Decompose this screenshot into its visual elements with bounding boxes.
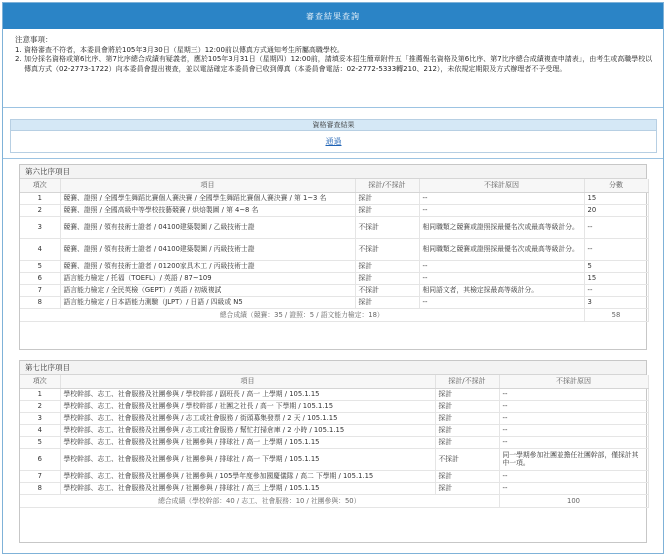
section7-title: 第七比序項目 — [20, 361, 646, 375]
row-score: 15 — [584, 192, 648, 204]
row-no: 1 — [20, 192, 60, 204]
row-no: 6 — [20, 448, 60, 470]
row-reason: -- — [499, 424, 648, 436]
table-row — [20, 296, 648, 308]
notice-item — [15, 46, 653, 56]
row-adopt: 不採計 — [355, 216, 419, 238]
table-header-row — [20, 179, 648, 192]
table-row — [20, 436, 648, 448]
row-reason: 同一學期參加社團並擔任社團幹部，僅採計其中一項。 — [499, 448, 648, 470]
table-row — [20, 260, 648, 272]
table-row — [20, 448, 648, 470]
col-header-adopt: 採計/不採計 — [435, 375, 499, 388]
notice-item-text: 加分採名資格或第6比序、第7比序總合成績有疑義者，應於105年3月31日（星期四）12:00前，請填妥本招生簡章附件五「推薦報名資格及第6比序、第7比序總合成績複查申請表」，由考生或高職學校以傳真方式（02-2773-1722）向本委員會提出複查，並以電話確定本委員會已收到傳真（本委員會電話：02-2772-5333轉210、212），未依規定期限及方式辦理者不予受理。 — [24, 55, 653, 73]
row-no: 8 — [20, 296, 60, 308]
row-no: 8 — [20, 482, 60, 494]
total-score: 100 — [499, 494, 648, 507]
row-score: -- — [584, 284, 648, 296]
row-adopt: 不採計 — [355, 238, 419, 260]
row-score: 20 — [584, 204, 648, 216]
row-reason: -- — [499, 482, 648, 494]
row-reason: -- — [419, 296, 584, 308]
row-no: 4 — [20, 424, 60, 436]
row-no: 1 — [20, 388, 60, 400]
row-item: 學校幹部、志工、社會服務及社團參與 / 社團參與 / 排球社 / 高一 上學期 / 105.1.15 — [60, 436, 435, 448]
row-no: 7 — [20, 284, 60, 296]
row-reason: -- — [499, 412, 648, 424]
table-row — [20, 192, 648, 204]
section6-table — [20, 179, 649, 322]
row-reason: -- — [499, 388, 648, 400]
row-reason: -- — [499, 400, 648, 412]
row-no: 5 — [20, 436, 60, 448]
qualification-result-header: 資格審查結果 — [11, 120, 656, 131]
row-item: 學校幹部、志工、社會服務及社團參與 / 志工或社會服務 / 幫忙打掃倉庫 / 2 小時 / 105.1.15 — [60, 424, 435, 436]
row-adopt: 採計 — [435, 412, 499, 424]
table-row — [20, 204, 648, 216]
row-adopt: 採計 — [355, 272, 419, 284]
table-header-row — [20, 375, 648, 388]
section7-table — [20, 375, 649, 508]
row-item: 學校幹部、志工、社會服務及社團參與 / 社團參與 / 105學年度參加國慶儀隊 / 高二 下學期 / 105.1.15 — [60, 470, 435, 482]
total-label: 總合成績（學校幹部：40 / 志工、社會服務：10 / 社團參與：50） — [20, 494, 499, 507]
row-no: 7 — [20, 470, 60, 482]
row-item: 學校幹部、志工、社會服務及社團參與 / 學校幹部 / 副班長 / 高一 上學期 / 105.1.15 — [60, 388, 435, 400]
row-item: 競賽、證照 / 領有技術士證者 / 04100建築製圖 / 丙級技術士證 — [60, 238, 355, 260]
row-no: 2 — [20, 204, 60, 216]
notice-item-text: 資格審查不符者，本委員會將於105年3月30日（星期三）12:00前以傳真方式通知考生所屬高職學校。 — [24, 45, 344, 54]
notice-item — [15, 55, 653, 74]
total-score: 58 — [584, 308, 648, 321]
table-row — [20, 412, 648, 424]
row-adopt: 採計 — [435, 424, 499, 436]
row-no: 5 — [20, 260, 60, 272]
table-row — [20, 238, 648, 260]
row-adopt: 採計 — [355, 192, 419, 204]
row-item: 學校幹部、志工、社會服務及社團參與 / 社團參與 / 排球社 / 高一 下學期 / 105.1.15 — [60, 448, 435, 470]
row-adopt: 採計 — [355, 260, 419, 272]
row-reason: -- — [419, 192, 584, 204]
total-label: 總合成績（競賽：35 / 證照：5 / 語文能力檢定：18） — [20, 308, 584, 321]
table-row — [20, 482, 648, 494]
notice-item-number: 1. — [15, 45, 22, 54]
table-row — [20, 272, 648, 284]
row-reason: -- — [419, 204, 584, 216]
row-no: 3 — [20, 412, 60, 424]
row-adopt: 不採計 — [355, 284, 419, 296]
row-no: 4 — [20, 238, 60, 260]
notice-item-number: 2. — [15, 55, 22, 63]
row-item: 語言能力檢定 / 全民英檢（GEPT）/ 英語 / 初級複試 — [60, 284, 355, 296]
row-adopt: 採計 — [355, 204, 419, 216]
table-row — [20, 388, 648, 400]
section6-panel — [19, 164, 647, 350]
col-header-item: 項目 — [60, 375, 435, 388]
section-divider — [3, 158, 663, 159]
notice-section — [3, 29, 663, 109]
col-header-no: 項次 — [20, 179, 60, 192]
row-adopt: 採計 — [435, 470, 499, 482]
notice-heading: 注意事項： — [15, 35, 53, 44]
row-adopt: 採計 — [355, 296, 419, 308]
row-score: -- — [584, 238, 648, 260]
row-adopt: 採計 — [435, 482, 499, 494]
page-title: 審查結果查詢 — [306, 11, 360, 21]
table-row — [20, 284, 648, 296]
row-score: 3 — [584, 296, 648, 308]
row-reason: 相同語文者，其檢定採最高等級計分。 — [419, 284, 584, 296]
row-no: 2 — [20, 400, 60, 412]
row-score: 5 — [584, 260, 648, 272]
table-row — [20, 470, 648, 482]
table-row — [20, 216, 648, 238]
row-no: 6 — [20, 272, 60, 284]
section7-panel — [19, 360, 647, 543]
section-divider — [3, 107, 663, 108]
row-adopt: 採計 — [435, 436, 499, 448]
row-item: 競賽、證照 / 領有技術士證者 / 04100建築製圖 / 乙級技術士證 — [60, 216, 355, 238]
col-header-reason: 不採計原因 — [499, 375, 648, 388]
col-header-score: 分數 — [584, 179, 648, 192]
table-row — [20, 424, 648, 436]
row-score: -- — [584, 216, 648, 238]
row-no: 3 — [20, 216, 60, 238]
row-item: 語言能力檢定 / 托福（TOEFL）/ 英語 / 87~109 — [60, 272, 355, 284]
total-row — [20, 494, 648, 507]
total-row — [20, 308, 648, 321]
row-item: 學校幹部、志工、社會服務及社團參與 / 社團參與 / 排球社 / 高三 上學期 / 105.1.15 — [60, 482, 435, 494]
qualification-result-value[interactable]: 通過 — [325, 137, 342, 146]
row-item: 競賽、證照 / 全國高級中等學校技藝競賽 / 烘焙製圖 / 第 4~8 名 — [60, 204, 355, 216]
col-header-no: 項次 — [20, 375, 60, 388]
row-reason: -- — [499, 470, 648, 482]
title-bar — [3, 3, 663, 29]
row-reason: 相同職類之競賽或證照採最優名次或最高等級計分。 — [419, 238, 584, 260]
row-score: 15 — [584, 272, 648, 284]
row-reason: -- — [419, 260, 584, 272]
row-item: 語言能力檢定 / 日本語能力測驗（JLPT）/ 日語 / 四級或 N5 — [60, 296, 355, 308]
row-adopt: 採計 — [435, 388, 499, 400]
row-item: 競賽、證照 / 全國學生舞蹈比賽個人賽決賽 / 全國學生舞蹈比賽個人賽決賽 / 第 1~3 名 — [60, 192, 355, 204]
qualification-result-box — [10, 119, 657, 153]
row-adopt: 不採計 — [435, 448, 499, 470]
col-header-reason: 不採計原因 — [419, 179, 584, 192]
row-item: 學校幹部、志工、社會服務及社團參與 / 志工或社會服務 / 街頭募集發票 / 2 天 / 105.1.15 — [60, 412, 435, 424]
row-item: 競賽、證照 / 領有技術士證者 / 01200家具木工 / 丙級技術士證 — [60, 260, 355, 272]
section6-title: 第六比序項目 — [20, 165, 646, 179]
row-reason: -- — [499, 436, 648, 448]
row-reason: 相同職類之競賽或證照採最優名次或最高等級計分。 — [419, 216, 584, 238]
row-item: 學校幹部、志工、社會服務及社團參與 / 學校幹部 / 社團之社長 / 高一 下學期 / 105.1.15 — [60, 400, 435, 412]
query-window — [2, 2, 664, 554]
row-adopt: 採計 — [435, 400, 499, 412]
col-header-adopt: 採計/不採計 — [355, 179, 419, 192]
col-header-item: 項目 — [60, 179, 355, 192]
row-reason: -- — [419, 272, 584, 284]
table-row — [20, 400, 648, 412]
